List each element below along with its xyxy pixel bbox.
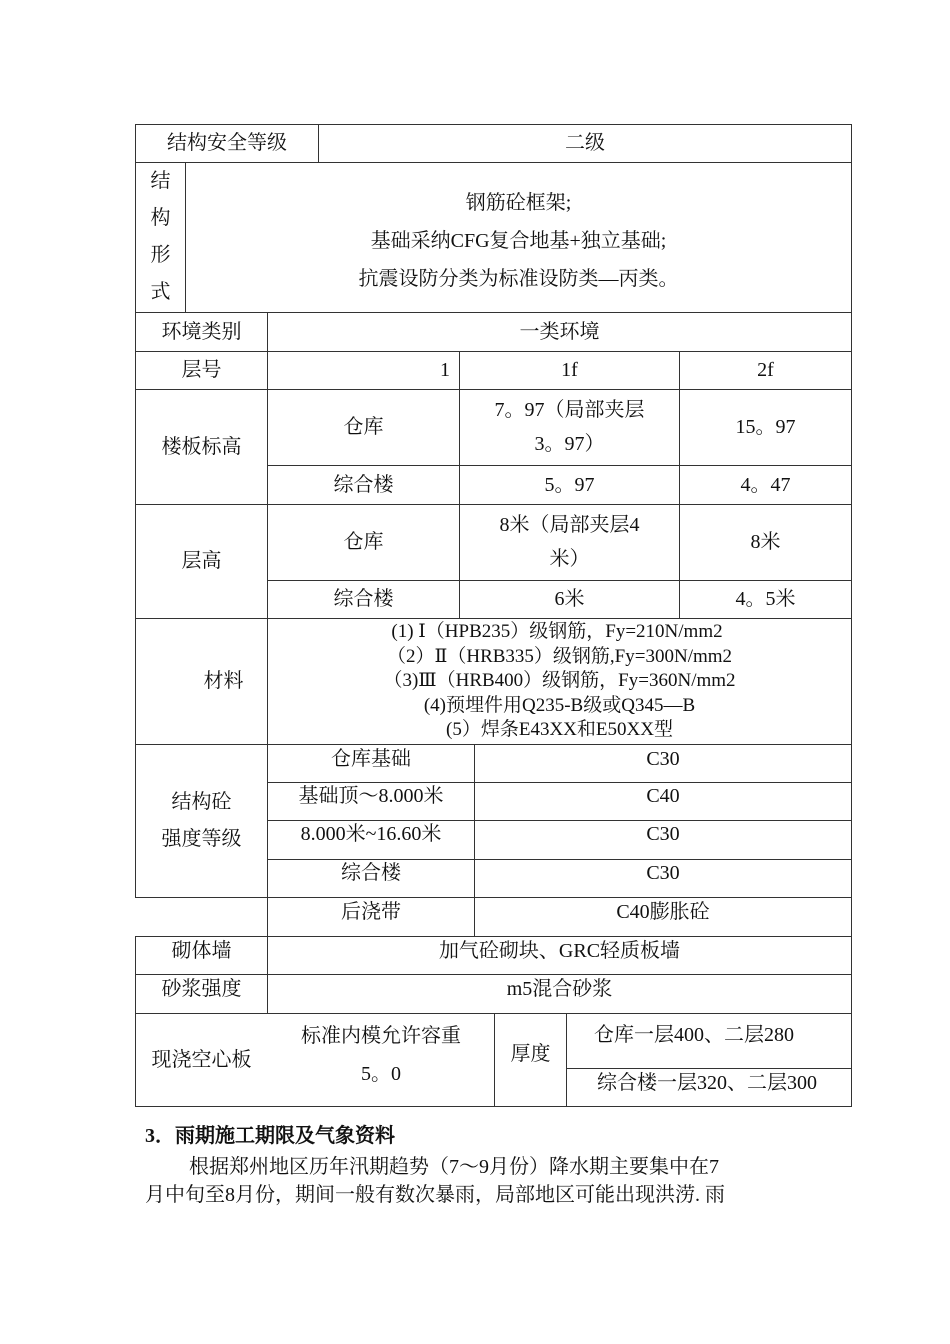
concrete-part: 仓库基础 <box>331 748 411 770</box>
concrete-grade: C30 <box>646 748 680 770</box>
concrete-part: 后浇带 <box>341 901 401 923</box>
height-warehouse-1f-line: 8米（局部夹层4 <box>499 514 640 536</box>
material-line: (5）焊条E43XX和E50XX型 <box>446 719 673 741</box>
structure-form-line: 钢筋砼框架; <box>465 192 572 214</box>
material-line: (4)预埋件用Q235-B级或Q345—B <box>423 694 696 716</box>
elevation-complex-2f: 4。47 <box>740 473 791 496</box>
masonry-value: 加气砼砌块、GRC轻质板墙 <box>438 940 681 962</box>
env-label: 环境类别 <box>161 320 242 343</box>
height-warehouse-2f: 8米 <box>750 531 781 553</box>
concrete-part: 基础顶～8.000米 <box>298 785 444 807</box>
hollow-slab-label: 现浇空心板 <box>151 1048 252 1071</box>
height-warehouse-1f <box>460 504 679 580</box>
height-warehouse-label: 仓库 <box>343 531 384 553</box>
concrete-grade: C30 <box>646 823 680 845</box>
hollow-slab-tolerance-line: 5。0 <box>361 1063 401 1085</box>
elevation-warehouse-label: 仓库 <box>343 416 384 438</box>
structure-form-label-char: 构 <box>150 207 171 229</box>
concrete-grade: C40 <box>646 785 680 807</box>
elevation-complex-1f: 5。97 <box>544 473 595 496</box>
mortar-label: 砂浆强度 <box>161 978 242 1000</box>
concrete-label-line: 强度等级 <box>161 827 242 850</box>
structure-form-line: 抗震设防分类为标准设防类—丙类。 <box>358 268 679 290</box>
elevation-warehouse-1f <box>460 389 679 465</box>
floor-1f: 1f <box>561 359 578 381</box>
elevation-label: 楼板标高 <box>161 435 242 458</box>
material-line: （3)Ⅲ（HRB400）级钢筋，Fy=360N/mm2 <box>383 670 736 692</box>
safety-level-value: 二级 <box>565 132 605 154</box>
height-label: 层高 <box>181 550 222 572</box>
paragraph-line: 根据郑州地区历年汛期趋势（7～9月份）降水期主要集中在7 <box>189 1156 719 1178</box>
floor-label: 层号 <box>181 359 222 381</box>
thickness-warehouse: 仓库一层400、二层280 <box>594 1024 794 1046</box>
floor-1: 1 <box>440 359 450 381</box>
env-value: 一类环境 <box>519 320 600 343</box>
floor-2f: 2f <box>757 359 774 381</box>
hollow-slab-tolerance <box>268 1016 494 1094</box>
thickness-complex: 综合楼一层320、二层300 <box>597 1072 817 1094</box>
structure-form-line: 基础采纳CFG复合地基+独立基础; <box>370 230 667 252</box>
section-heading: 3．雨期施工期限及气象资料 <box>145 1125 395 1147</box>
concrete-part: 8.000米~16.60米 <box>300 823 442 845</box>
structure-form-label <box>136 162 185 312</box>
structure-form-label-char: 结 <box>150 170 171 192</box>
elevation-warehouse-1f-line: 7。97（局部夹层 <box>494 399 645 421</box>
structure-form-label-char: 式 <box>150 281 171 303</box>
height-complex-label: 综合楼 <box>333 588 394 610</box>
material-line: （2）Ⅱ（HRB335）级钢筋,Fy=300N/mm2 <box>386 645 733 667</box>
height-complex-1f: 6米 <box>554 588 585 610</box>
elevation-complex-label: 综合楼 <box>333 473 394 496</box>
mortar-value: m5混合砂浆 <box>506 978 613 1000</box>
structure-form-label-char: 形 <box>150 244 171 266</box>
material-line: (1) Ⅰ（HPB235）级钢筋，Fy=210N/mm2 <box>391 621 723 643</box>
concrete-part: 综合楼 <box>341 862 401 884</box>
material-list <box>268 619 851 744</box>
structure-form-value <box>186 170 851 312</box>
height-complex-2f: 4。5米 <box>735 588 796 610</box>
concrete-label <box>136 744 267 897</box>
paragraph-line: 月中旬至8月份，期间一般有数次暴雨，局部地区可能出现洪涝. 雨 <box>145 1184 725 1206</box>
material-label: 材料 <box>203 670 244 692</box>
concrete-label-line: 结构砼 <box>171 790 232 813</box>
hollow-slab-tolerance-line: 标准内模允许容重 <box>301 1025 461 1047</box>
concrete-grade: C30 <box>646 862 680 884</box>
height-warehouse-1f-line: 米） <box>549 548 590 570</box>
concrete-grade: C40膨胀砼 <box>616 901 710 923</box>
thickness-label: 厚度 <box>510 1043 551 1065</box>
elevation-warehouse-1f-line: 3。97） <box>534 433 605 455</box>
elevation-warehouse-2f: 15。97 <box>735 416 796 438</box>
safety-level-label: 结构安全等级 <box>167 132 287 154</box>
masonry-label: 砌体墙 <box>171 940 232 962</box>
